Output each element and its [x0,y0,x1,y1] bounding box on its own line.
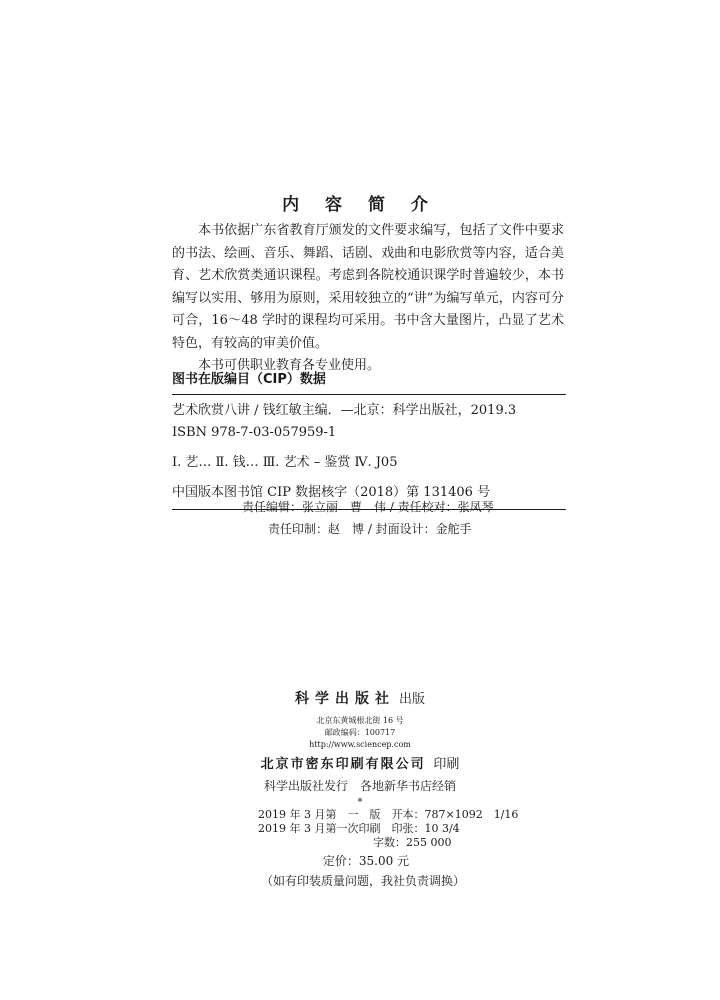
cip-heading: 图书在版编目（CIP）数据 [172,368,566,395]
publisher-postcode: 邮政编码：100717 [324,728,396,737]
cip-classification: Ⅰ. 艺… Ⅱ. 钱… Ⅲ. 艺术 – 鉴赏 Ⅳ. J05 [172,455,398,470]
distribution: 科学出版社发行 各地新华书店经销 [263,779,456,793]
credits [0,496,720,540]
intro-paragraph-2: 本书可供职业教育各专业使用。 [198,358,381,373]
publisher-name: 科学出版社 [294,691,395,707]
edition-word-count: 字数：255 000 [373,836,452,849]
publisher-line [0,688,720,711]
cip-block [172,368,566,510]
printer-name: 北京市密东印刷有限公司 [260,757,426,772]
printer-line [0,753,720,776]
edition-first-edition: 2019 年 3 月第 一 版 开本：787×1092 1/16 [258,808,519,821]
cip-isbn: ISBN 978-7-03-057959-1 [172,425,337,440]
edition-first-printing: 2019 年 3 月第一次印刷 印张：10 3/4 [258,822,460,835]
edition-block [258,808,518,850]
intro-text [172,220,564,378]
intro-paragraph-1: 本书依据广东省教育厅颁发的文件要求编写，包括了文件中要求的书法、绘画、音乐、舞蹈、话剧、戏曲和电影欣赏等内容，适合美育、艺术欣赏类通识课程。考虑到各院校通识课学时普遍较少，本书编写以实用、够用为原则，采用较独立的“讲”为编写单元，内容可分可合，16～48 学时的课程均可采用。书中含大量图片，凸显了艺术特色，有较高的审美价值。 [172,223,564,351]
publisher-suffix: 出版 [398,692,425,707]
credits-editors: 责任编辑：张立丽 曹 伟 / 责任校对：张凤琴 [242,500,494,514]
publisher-address: 北京东黄城根北街 16 号 [316,716,404,725]
price-block [0,851,720,891]
cip-gap [172,474,566,482]
cip-gap [172,444,566,452]
publisher-block [0,688,720,808]
publisher-website: http://www.sciencep.com [309,740,411,749]
cip-record-number: 中国版本图书馆 CIP 数据核字（2018）第 131406 号 [172,485,491,500]
cip-title-line: 艺术欣赏八讲 / 钱红敏主编．—北京：科学出版社，2019.3 [172,403,517,418]
return-note: （如有印装质量问题，我社负责调换） [260,874,465,888]
printer-suffix: 印刷 [433,757,460,772]
separator-star: * [357,797,363,808]
price: 定价：35.00 元 [322,854,410,868]
credits-production: 责任印制：赵 博 / 封面设计：金舵手 [268,522,472,536]
page-title: 内 容 简 介 [282,195,438,215]
cip-body [172,395,566,504]
